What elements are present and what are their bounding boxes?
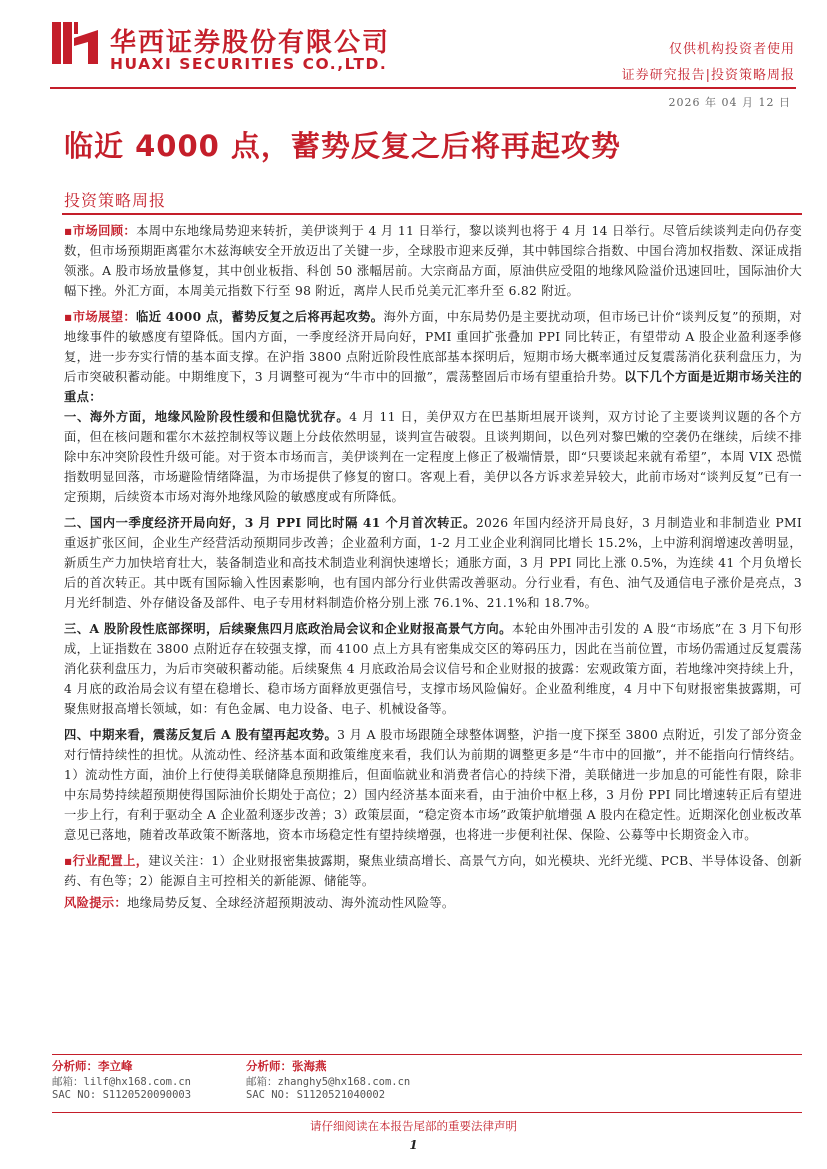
- analyst-name: 分析师：张海燕: [246, 1059, 327, 1073]
- analyst-block-2: [246, 1058, 410, 1101]
- point3-title: 三、A 股阶段性底部探明，后续聚焦四月底政治局会议和企业财报高景气方向。: [64, 621, 512, 636]
- point1-title: 一、海外方面，地缘风险阶段性缓和但隐忧犹存。: [64, 409, 350, 424]
- point2-title: 二、国内一季度经济开局向好，3 月 PPI 同比时隔 41 个月首次转正。: [64, 515, 476, 530]
- company-name-cn: 华西证券股份有限公司: [110, 28, 391, 58]
- risk-label: 风险提示：: [64, 895, 127, 910]
- analyst-divider: [52, 1054, 802, 1055]
- report-date: 2026 年 04 月 12 日: [668, 96, 791, 109]
- outlook-label: ▪市场展望：: [64, 309, 137, 324]
- point3-paragraph: [64, 619, 802, 719]
- point4-title: 四、中期来看，震荡反复后 A 股有望再起攻势。: [64, 727, 338, 742]
- market-review-text: 本周中东地缘局势迎来转折，美伊谈判于 4 月 11 日举行，黎以谈判也将于 4 月 14 日举行。尽管后续谈判走向仍存变数，但市场预期距离霍尔木兹海峡安全开放迈出了关键一步，全球股市迎来反弹，其中韩国综合指数、中国台湾加权指数、深证成指领涨。A 股市场放量修复，其中创业板指、科创 50 涨幅居前。大宗商品方面，原油供应受阻的地缘风险溢价迅速回吐，国际油价大幅下挫。外汇方面，本周美元指数下行至 98 附近，离岸人民币兑美元汇率升至 6.82 附近。: [64, 224, 802, 298]
- allocation-text: 建议关注：1）企业财报密集披露期，聚焦业绩高增长、高景气方向，如光模块、光纤光缆、PCB、半导体设备、创新药、有色等；2）能源自主可控相关的新能源、储能等。: [64, 854, 802, 888]
- report-type: 证券研究报告|投资策略周报: [621, 68, 795, 83]
- page-number: 1: [409, 1138, 418, 1152]
- company-name-en: HUAXI SECURITIES CO.,LTD.: [110, 55, 388, 73]
- risk-paragraph: [64, 893, 802, 913]
- point1-text: 4 月 11 日，美伊双方在巴基斯坦展开谈判，双方讨论了主要谈判议题的各个方面，但在核问题和霍尔木兹控制权等议题上分歧依然明显，谈判宣告破裂。且谈判期间，以色列对黎巴嫩的空袭仍在继续，后续不排除中东冲突阶段性升级可能。对于资本市场而言，美伊谈判在一定程度上修正了极端情景，即“只要谈起来就有希望”，本周 VIX 恐慌指数明显回落，市场避险情绪降温，为市场提供了修复的窗口。客观上看，美伊以各方诉求差异较大，此前市场对“谈判反复”已有一定预期，后续资本市场对海外地缘风险的敏感度或有所降低。: [64, 410, 802, 504]
- analyst-name: 分析师：李立峰: [52, 1059, 133, 1073]
- allocation-label: ▪行业配置上，: [64, 853, 149, 868]
- outlook-bold: 临近 4000 点，蓄势反复之后将再起攻势。: [136, 309, 384, 324]
- legal-disclaimer: 请仔细阅读在本报告尾部的重要法律声明: [310, 1119, 517, 1133]
- footer-divider: [52, 1112, 802, 1113]
- analyst-email[interactable]: 邮箱：zhanghy5@hx168.com.cn: [246, 1076, 411, 1088]
- analyst-sac: SAC NO: S1120520090003: [52, 1089, 192, 1101]
- point2-text: 2026 年国内经济开局良好，3 月制造业和非制造业 PMI 重返扩张区间，企业生产经营活动预期同步改善；企业盈利方面，1-2 月工业企业利润同比增长 15.2%，上中游利润增速改善明显，新质生产力加快培育壮大，装备制造业和高技术制造业利润快速增长；通胀方面，3 月 PPI 同比上涨 0.5%，为连续 41 个月负增长后的首次转正。其中既有国际输入性因素影响，也有国内部分行业供需改善驱动。分行业看，有色、油气及通信电子涨价是亮点，3 月光纤制造、外存储设备及部件、电子专用材料制造价格分别上涨 76.1%、21.1%和 18.7%。: [64, 516, 802, 610]
- analyst-email[interactable]: 邮箱：lilf@hx168.com.cn: [52, 1076, 191, 1088]
- page-title: 临近 4000 点，蓄势反复之后将再起攻势: [64, 129, 621, 163]
- market-review-paragraph: [64, 221, 802, 301]
- analyst-sac: SAC NO: S1120521040002: [246, 1089, 386, 1101]
- outlook-tail: 以下几个方面是近期市场关注的重点：: [64, 369, 803, 404]
- section-heading: 投资策略周报: [64, 191, 167, 210]
- audience-note: 仅供机构投资者使用: [668, 42, 795, 57]
- report-body: [64, 221, 802, 919]
- header-divider: [50, 87, 796, 89]
- risk-text: 地缘局势反复、全球经济超预期波动、海外流动性风险等。: [127, 896, 455, 910]
- analyst-block-1: [52, 1058, 191, 1101]
- section-divider: [62, 213, 802, 215]
- point3-text: 本轮由外围冲击引发的 A 股“市场底”在 3 月下旬形成，上证指数在 3800 点附近存在较强支撑，而 4100 点上方具有密集成交区的筹码压力，因此在当前位置，市场仍需通过反复震荡消化获利盘压力，为后市突破积蓄动能。后续聚焦 4 月底政治局会议信号和企业财报的披露：宏观政策方面，若地缘冲突持续上升，4 月底的政治局会议有望在稳增长、稳市场方面释放更强信号，支撑市场风险偏好。企业盈利维度，4 月中下旬财报密集披露期，可聚焦财报高增长领域，如：有色金属、电力设备、电子、机械设备等。: [64, 622, 803, 716]
- outlook-paragraph: [64, 307, 802, 507]
- huaxi-logo-icon: [52, 20, 98, 66]
- point4-text: 3 月 A 股市场跟随全球整体调整，沪指一度下探至 3800 点附近，引发了部分资金对行情持续性的担忧。从流动性、经济基本面和政策维度来看，我们认为前期的调整更多是“牛市中的回撤”，并不能指向行情终结。1）流动性方面，油价上行使得美联储降息预期推后，但面临就业和消费者信心的持续下滑，美联储进一步加息的可能性有限，除非中东局势持续超预期使得国际油价长期处于高位；2）国内经济基本面来看，由于油价中枢上移，3 月份 PPI 同比增速转正后有望进一步上行，有利于驱动全 A 企业盈利逐步改善；3）政策层面，“稳定资本市场”政策护航增强 A 股内在稳定性。近期深化创业板改革意见已落地，随着改革政策不断落地，资本市场稳定性有望持续增强，也将进一步便利社保、保险、公募等中长期资金入市。: [64, 728, 802, 842]
- outlook-text: 海外方面，中东局势仍是主要扰动项，但市场已计价“谈判反复”的预期，对地缘事件的敏感度有望降低。国内方面，一季度经济开局向好，PMI 重回扩张叠加 PPI 同比转正，有望带动 A 股企业盈利逐季修复，进一步夯实行情的基本面支撑。在沪指 3800 点附近阶段性底部基本探明后，短期市场大概率通过反复震荡消化获利盘压力，为后市突破积蓄动能。中期维度下，3 月调整可视为“牛市中的回撤”，震荡整固后市场有望重拾升势。: [64, 310, 802, 384]
- allocation-paragraph: [64, 851, 802, 891]
- point2-paragraph: [64, 513, 802, 613]
- market-review-label: ▪市场回顾：: [64, 223, 137, 238]
- point4-paragraph: [64, 725, 802, 845]
